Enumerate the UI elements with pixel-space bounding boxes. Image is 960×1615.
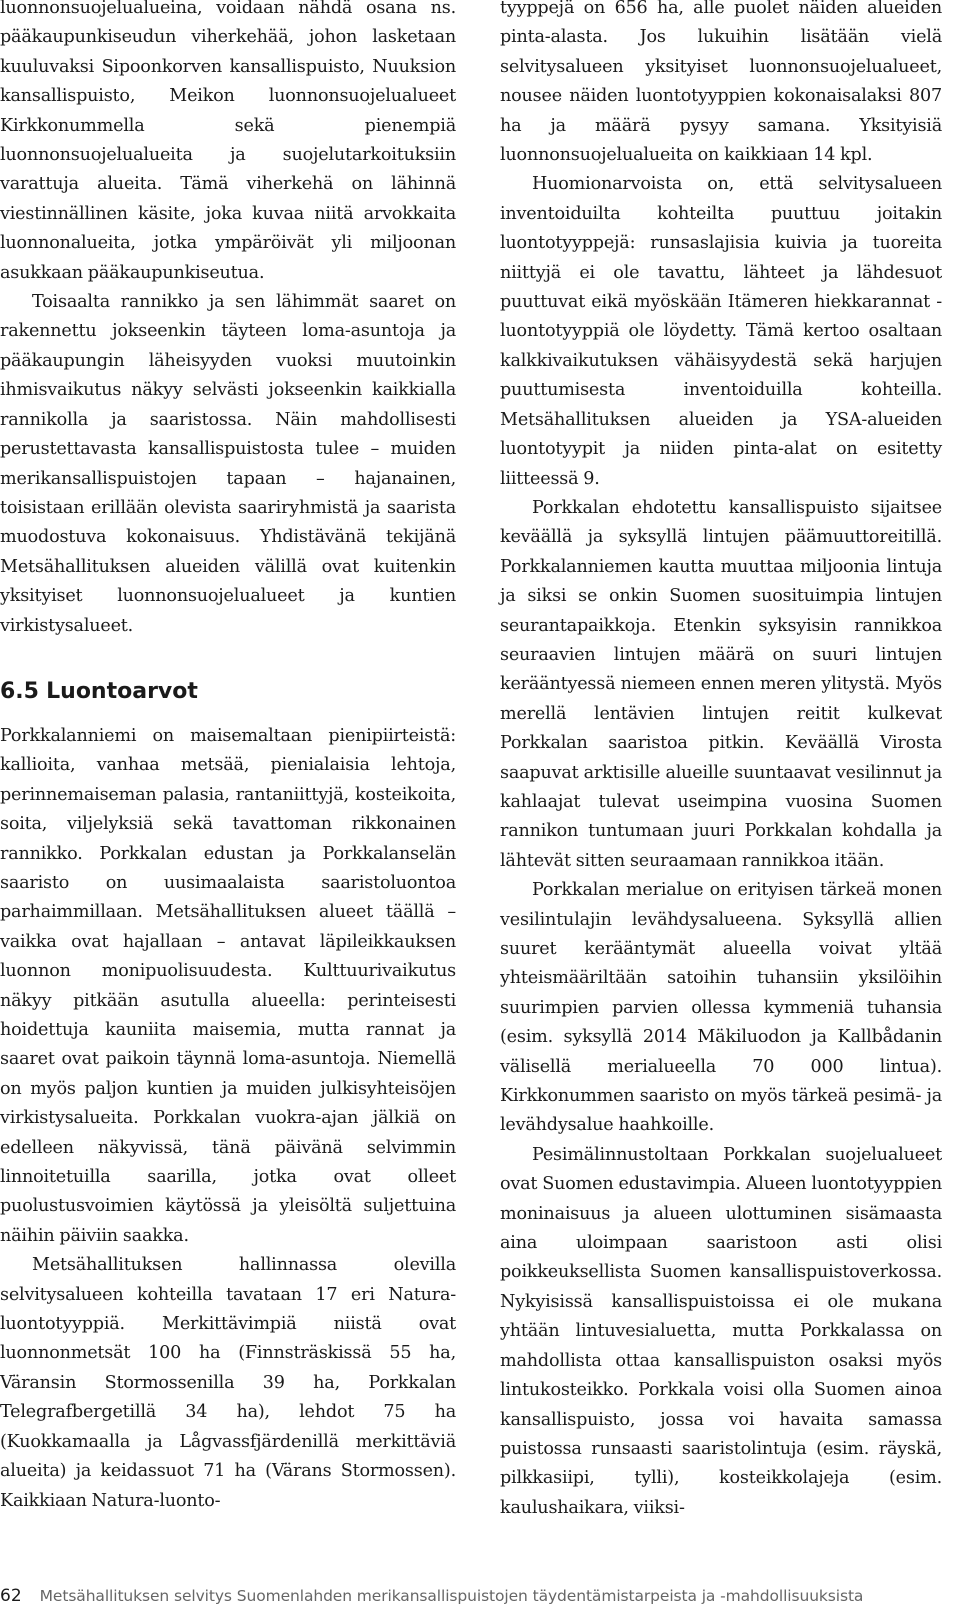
body-paragraph: Porkkalan ehdotettu kansallispuisto sijaitsee keväällä ja syksyllä lintujen päämuuttoreitillä. Porkkalanniemen kautta muuttaa miljoonia lintuja ja siksi se onkin Suomen suosituimpia lintujen seurantapaikkoja. Etenkin syksyisin rannikkoa seuraavien lintujen määrä on suuri lintujen kerääntyessä niemeen ennen meren ylitystä. Myös merellä lentävien lintujen reitit kulkevat Porkkalan saaristoa pitkin. Keväällä Virosta saapuvat arktisille alueille suuntaavat vesilinnut ja kahlaajat tulevat useimpina vuosina Suomen rannikon tuntumaan juuri Porkkalan kohdalla ja lähtevät sitten seuraamaan rannikkoa itään. <box>500 497 942 871</box>
left-column <box>0 0 456 1516</box>
body-paragraph: Toisaalta rannikko ja sen lähimmät saaret on rakennettu jokseenkin täyteen loma-asuntoja ja pääkaupungin läheisyyden vuoksi muutoinkin ihmisvaikutus näkyy selvästi jokseenkin kaikkialla rannikolla ja saaristossa. Näin mahdollisesti perustettavasta kansallispuistosta tulee – muiden merikansallispuistojen tapaan – hajanainen, toisistaan erillään olevista saariryhmistä ja saarista muodostuva kokonaisuus. Yhdistävänä tekijänä Metsähallituksen alueiden välillä ovat kuitenkin yksityiset luonnonsuojelualueet ja kuntien virkistysalueet. <box>0 292 456 636</box>
page-footer <box>0 1584 960 1608</box>
page-number: 62 <box>0 1586 22 1606</box>
body-paragraph: Pesimälinnustoltaan Porkkalan suojelualueet ovat Suomen edustavimpia. Alueen luontotyyppien moninaisuus ja alueen ulottuminen sisämaasta aina uloimpaan saaristoon asti olisi poikkeuksellista Suomen kansallispuistoverkossa. Nykyisissä kansallispuistoissa ei ole mukana yhtään lintuvesialuetta, mutta Porkkalassa on mahdollista ottaa kansallispuiston osaksi myös lintukosteikko. Porkkala voisi olla Suomen ainoa kansallispuisto, jossa voi havaita samassa puistossa runsaasti saaristolintuja (esim. räyskä, pilkkasiipi, tylli), kosteikkolajeja (esim. kaulushaikara, viiksi- <box>500 1144 942 1518</box>
body-paragraph: tyyppejä on 656 ha, alle puolet näiden alueiden pinta-alasta. Jos lukuihin lisätään vielä selvitysalueen yksityiset luonnonsuojelualueet, nousee näiden luontotyyppien kokonaisalaksi 807 ha ja määrä pysyy samana. Yksityisiä luonnonsuojelualueita on kaikkiaan 14 kpl. <box>500 0 942 166</box>
body-paragraph: Huomionarvoista on, että selvitysalueen inventoiduilta kohteilta puuttuu joitakin luontotyyppejä: runsaslajisia kuivia ja tuoreita niittyjä ei ole tavattu, lähteet ja lähdesuot puuttuvat eikä myöskään Itämeren hiekkarannat -luontotyyppiä ole löydetty. Tämä kertoo osaltaan kalkkivaikutuksen vähäisyydestä sekä harjujen puuttumisesta inventoiduilla kohteilla. Metsähallituksen alueiden ja YSA-alueiden luontotyypit ja niiden pinta-alat on esitetty liitteessä 9. <box>500 174 942 489</box>
publication-title: Metsähallituksen selvitys Suomenlahden merikansallispuistojen täydentämistarpeista ja -mahdollisuuksista <box>39 1587 864 1605</box>
body-paragraph: luonnonsuojelualueina, voidaan nähdä osana ns. pääkaupunkiseudun viherkehää, johon lasketaan kuuluvaksi Sipoonkorven kansallispuisto, Nuuksion kansallispuisto, Meikon luonnonsuojelualueet Kirkkonummella sekä pienempiä luonnonsuojelualueita ja suojelutarkoituksiin varattuja alueita. Tämä viherkehä on lähinnä viestinnällinen käsite, joka kuvaa niitä arvokkaita luonnonalueita, jotka ympäröivät yli miljoonan asukkaan pääkaupunkiseutua. <box>0 0 456 283</box>
body-paragraph: Metsähallituksen hallinnassa olevilla selvitysalueen kohteilla tavataan 17 eri Natura-luontotyyppiä. Merkittävimpiä niistä ovat luonnonmetsät 100 ha (Finnsträskissä 55 ha, Väransin Stormossenilla 39 ha, Porkkalan Telegrafbergetillä 34 ha), lehdot 75 ha (Kuokkamaalla ja Lågvassfjärdenillä merkittäviä alueita) ja keidassuot 71 ha (Värans Stormossen). Kaikkiaan Natura-luonto- <box>0 1255 456 1511</box>
body-paragraph: Porkkalan merialue on erityisen tärkeä monen vesilintulajin levähdysalueena. Syksyllä allien suuret kerääntymät alueella voivat yltää yhteismääriltään satoihin tuhansiin yksilöihin suurimpien parvien ollessa kymmeniä tuhansia (esim. syksyllä 2014 Mäkiluodon ja Kallbådanin välisellä merialueella 70 000 lintua). Kirkkonummen saaristo on myös tärkeä pesimä- ja levähdysalue haahkoille. <box>500 880 942 1136</box>
section-heading: 6.5 Luontoarvot <box>0 678 198 704</box>
right-column <box>500 0 942 1523</box>
body-paragraph: Porkkalanniemi on maisemaltaan pienipiirteistä: kallioita, vanhaa metsää, pienialaisia lehtoja, perinnemaiseman palasia, rantaniittyjä, kosteikoita, soita, viljelyksiä sekä tavattoman rikkonainen rannikko. Porkkalan edustan ja Porkkalanselän saaristo on uusimaalaista saaristoluontoa parhaimmillaan. Metsähallituksen alueet täällä – vaikka ovat hajallaan – antavat läpileikkauksen luonnon monipuolisuudesta. Kulttuurivaikutus näkyy pitkään asutulla alueella: perinteisesti hoidettuja kauniita maisemia, mutta rannat ja saaret ovat paikoin täynnä loma-asuntoja. Niemellä on myös paljon kuntien ja muiden julkisyhteisöjen virkistysalueita. Porkkalan vuokra-ajan jälkiä on edelleen näkyvissä, tänä päivänä selvimmin linnoitetuilla saarilla, jotka ovat olleet puolustusvoimien käytössä ja yleisöltä suljettuina näihin päiviin saakka. <box>0 725 456 1246</box>
